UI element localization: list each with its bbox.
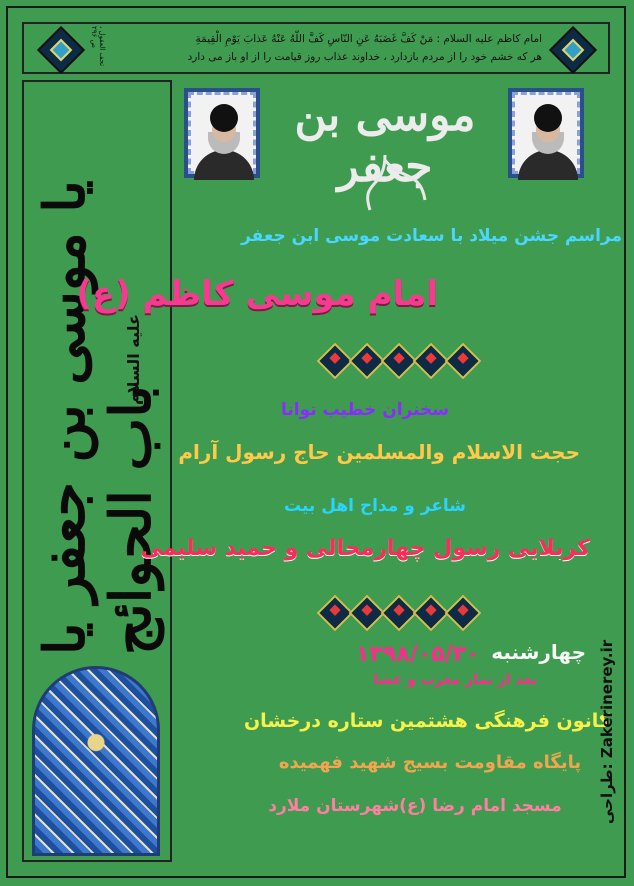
name-logo: موسی بن جعفر	[294, 90, 476, 192]
poet-names: کربلایی رسول چهارمحالی و حمید سلیمی	[140, 536, 590, 561]
date-row	[356, 640, 586, 670]
calligraphy-small-text: علیه السلام	[123, 314, 143, 405]
hadith-text	[142, 30, 542, 66]
hadith-source: تحف العقول ، ص ۲۹۶	[90, 26, 106, 67]
event-day: چهارشنبه	[491, 640, 586, 664]
tile-mosaic-image	[32, 666, 160, 856]
poet-label: شاعر و مداح اهل بیت	[283, 496, 467, 516]
event-date: ۱۳۹۸/۰۵/۳۰	[356, 642, 480, 667]
calligraphy-text: یا موسی بن جعفر یا باب الحوائج	[32, 180, 164, 655]
event-title: امام موسی کاظم (ع)	[76, 274, 438, 314]
speaker-label: سخنران خطیب توانا	[280, 400, 450, 420]
ornament-row-1	[320, 346, 478, 372]
venue: مسجد امام رضا (ع)شهرستان ملارد	[268, 796, 562, 816]
organizer-1: کانون فرهنگی هشتمین ستاره درخشان	[243, 710, 610, 732]
speaker-name: حجت الاسلام والمسلمین حاج رسول آرام	[178, 440, 580, 464]
hadith-line-2: هر که خشم خود را از مردم بازدارد ، خداوند عذاب روز قیامت را از او باز می دارد	[187, 51, 542, 63]
logo-flourish-icon	[330, 150, 440, 220]
hadith-line-1: امام کاظم علیه السلام : مَنْ کَفَّ غَضَبَهُ عَنِ النّاسِ کَفَّ اللّهُ عَنْهُ عَذابَ یَوْمِ الْقِیمَةِ	[195, 33, 542, 45]
ornament-row-2	[320, 598, 478, 624]
portrait-left	[184, 88, 260, 178]
calligraphy-block	[28, 95, 168, 655]
organizer-2: پایگاه مقاومت بسیج شهید فهمیده	[278, 752, 582, 773]
event-headline: مراسم جشن میلاد با سعادت موسی ابن جعفر	[241, 226, 622, 246]
portrait-right	[508, 88, 584, 178]
designer-credit: طراحی: Zakerinerey.ir	[598, 639, 616, 824]
event-time: بعد از نماز مغرب و عشا	[373, 672, 537, 688]
